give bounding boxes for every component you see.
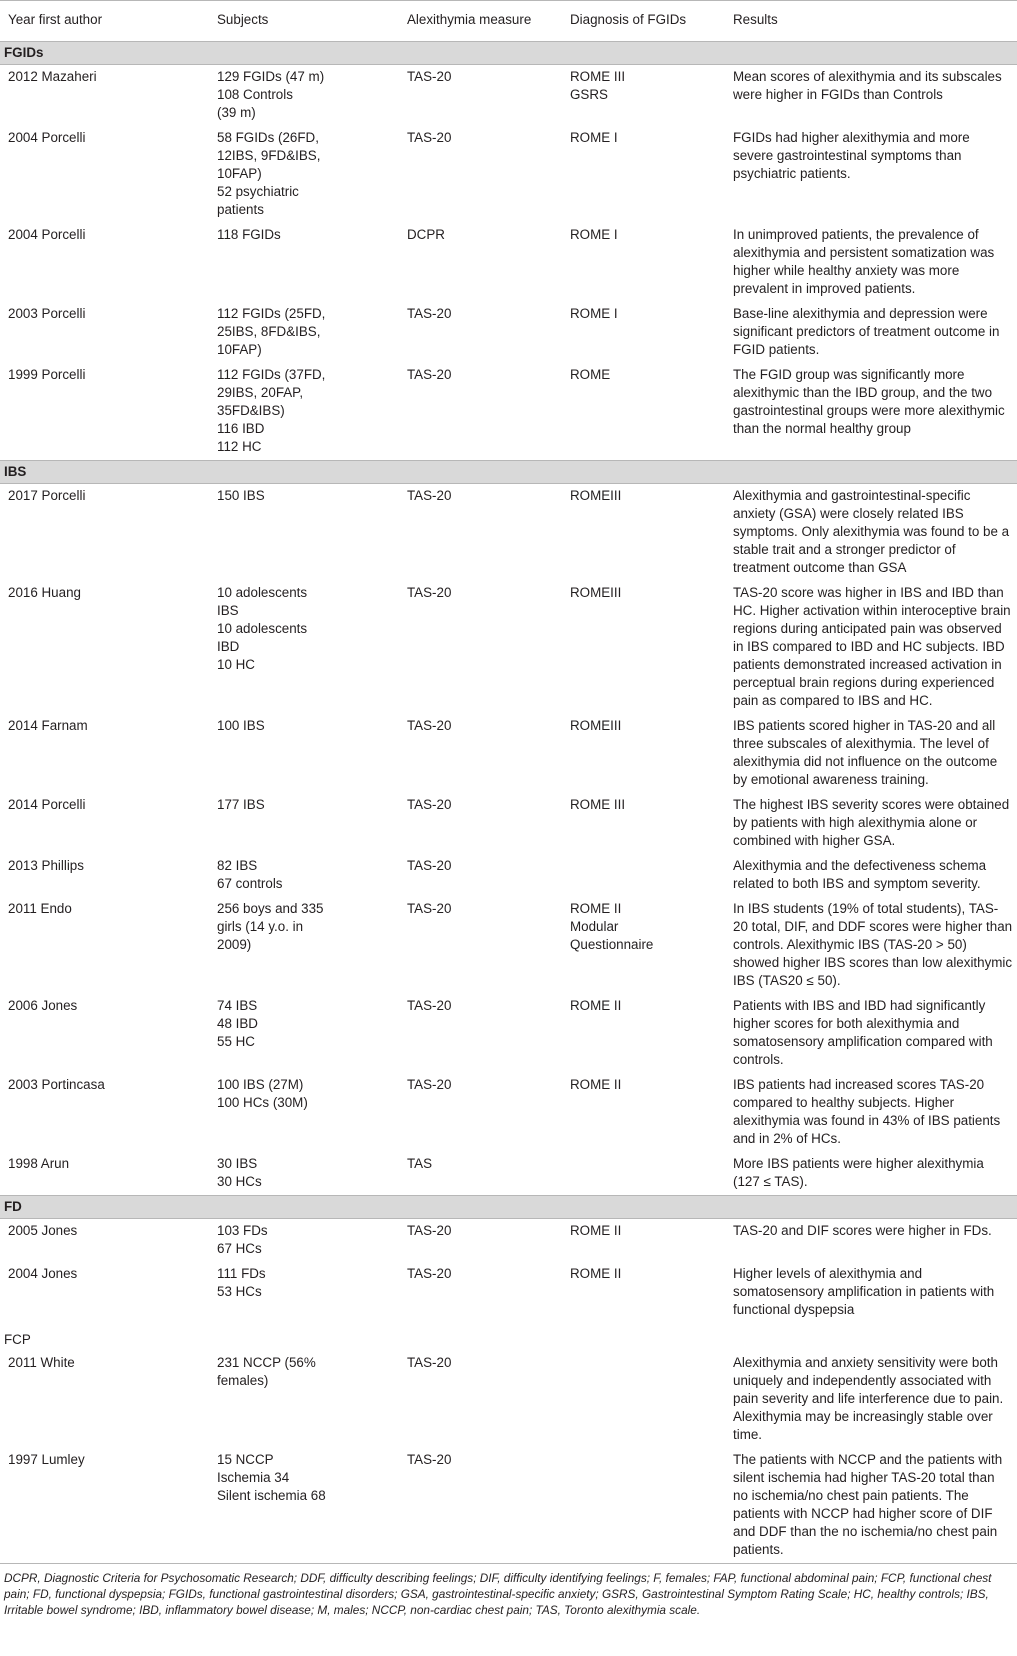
- cell-measure: TAS: [407, 1156, 433, 1171]
- cell-results: The FGID group was significantly more alexithymic than the IBD group, and the two gastrointestinal groups were more alexithymic than the normal healthy group: [733, 367, 1005, 436]
- cell-measure: TAS-20: [407, 367, 452, 382]
- cell-results: Alexithymia and anxiety sensitivity were both uniquely and independently associated with pain severity and life interference due to pain. Alexithymia may be increasingly stable over time.: [733, 1355, 1004, 1442]
- section-title: FD: [0, 1196, 1017, 1219]
- table-row: [0, 854, 1017, 897]
- table-row: [0, 65, 1017, 127]
- cell-measure: TAS-20: [407, 797, 452, 812]
- cell-author: 2014 Farnam: [8, 718, 88, 733]
- section-row: [0, 42, 1017, 65]
- cell-diagnosis: ROME I: [570, 306, 618, 321]
- cell-results: TAS-20 and DIF scores were higher in FDs.: [733, 1223, 992, 1238]
- cell-author: 2011 Endo: [8, 901, 72, 916]
- header-subjects: Subjects: [209, 1, 399, 42]
- cell-results: Higher levels of alexithymia and somatosensory amplification in patients with functional dyspepsia: [733, 1266, 995, 1317]
- cell-diagnosis: [562, 1152, 725, 1196]
- cell-diagnosis: ROME III GSRS: [570, 69, 626, 102]
- cell-diagnosis: ROME II: [570, 1223, 622, 1238]
- cell-measure: TAS-20: [407, 1266, 452, 1281]
- cell-results: Alexithymia and gastrointestinal-specific anxiety (GSA) were closely related IBS symptoms. Only alexithymia was found to be a stable trait and a stronger predictor of treatment outcome than GSA: [733, 488, 1010, 575]
- table-row: [0, 994, 1017, 1073]
- cell-author: 2004 Jones: [8, 1266, 78, 1281]
- table-row: [0, 714, 1017, 793]
- cell-author: 2005 Jones: [8, 1223, 78, 1238]
- section-title: IBS: [0, 461, 1017, 484]
- table-row: [0, 302, 1017, 363]
- cell-diagnosis: [562, 854, 725, 897]
- table-row: [0, 1262, 1017, 1323]
- header-author: Year first author: [0, 1, 209, 42]
- cell-measure: TAS-20: [407, 585, 452, 600]
- footnote: DCPR, Diagnostic Criteria for Psychosomatic Research; DDF, difficulty describing feelings; DIF, difficulty identifying feelings; F, females; FAP, functional abdominal pain; FCP, functional chest pain; FD, functional dyspepsia; FGIDs, functional gastrointestinal disorders; GSA, gastrointestinal-specific anxiety; GSRS, Gastrointestinal Symptom Rating Scale; HC, healthy controls; IBS, Irritable bowel syndrome; IBD, inflammatory bowel disease; M, males; NCCP, non-cardiac chest pain; TAS, Toronto alexithymia scale.: [0, 1564, 1017, 1623]
- cell-results: Mean scores of alexithymia and its subscales were higher in FGIDs than Controls: [733, 69, 1002, 102]
- cell-measure: TAS-20: [407, 69, 452, 84]
- table-row: [0, 1152, 1017, 1196]
- cell-subjects: 150 IBS: [217, 488, 265, 503]
- cell-diagnosis: ROME II: [570, 1266, 622, 1281]
- cell-author: 2003 Porcelli: [8, 306, 86, 321]
- table-header: [0, 1, 1017, 42]
- cell-results: In unimproved patients, the prevalence of alexithymia and persistent somatization was higher while healthy anxiety was more prevalent in improved patients.: [733, 227, 995, 296]
- table-row: [0, 897, 1017, 994]
- header-results: Results: [725, 1, 1017, 42]
- cell-subjects: 74 IBS 48 IBD 55 HC: [217, 998, 258, 1049]
- cell-diagnosis: ROMEIII: [570, 585, 622, 600]
- cell-diagnosis: ROME I: [570, 227, 618, 242]
- cell-diagnosis: ROME II Modular Questionnaire: [570, 901, 654, 952]
- cell-subjects: 118 FGIDs: [217, 227, 281, 242]
- cell-measure: TAS-20: [407, 901, 452, 916]
- cell-results: IBS patients scored higher in TAS-20 and all three subscales of alexithymia. The level of alexithymia did not influence on the outcome by emotional awareness training.: [733, 718, 998, 787]
- cell-results: TAS-20 score was higher in IBS and IBD than HC. Higher activation within interoceptive brain regions during anticipated pain was observed in IBS compared to IBD and HC subjects. IBD patients demonstrated increased activation in perceptual brain regions during experienced pain as compared to IBS and HC.: [733, 585, 1011, 708]
- cell-author: 2014 Porcelli: [8, 797, 86, 812]
- cell-subjects: 58 FGIDs (26FD, 12IBS, 9FD&IBS, 10FAP) 52 psychiatric patients: [217, 130, 321, 217]
- header-diagnosis: Diagnosis of FGIDs: [562, 1, 725, 42]
- cell-diagnosis: [562, 1448, 725, 1564]
- cell-measure: TAS-20: [407, 718, 452, 733]
- cell-author: 2017 Porcelli: [8, 488, 86, 503]
- table-row: [0, 223, 1017, 302]
- cell-measure: TAS-20: [407, 488, 452, 503]
- cell-subjects: 112 FGIDs (25FD, 25IBS, 8FD&IBS, 10FAP): [217, 306, 326, 357]
- cell-author: 2006 Jones: [8, 998, 78, 1013]
- cell-author: 1998 Arun: [8, 1156, 70, 1171]
- header-row: [0, 1, 1017, 42]
- cell-author: 2012 Mazaheri: [8, 69, 97, 84]
- cell-subjects: 111 FDs 53 HCs: [217, 1266, 266, 1299]
- footnote-row: [0, 1564, 1017, 1623]
- cell-author: 2004 Porcelli: [8, 130, 86, 145]
- cell-measure: TAS-20: [407, 1355, 452, 1370]
- cell-results: Patients with IBS and IBD had significantly higher scores for both alexithymia and somatosensory amplification compared with controls.: [733, 998, 993, 1067]
- cell-author: 2016 Huang: [8, 585, 81, 600]
- cell-author: 2011 White: [8, 1355, 75, 1370]
- cell-measure: TAS-20: [407, 998, 452, 1013]
- section-row: [0, 461, 1017, 484]
- cell-results: The patients with NCCP and the patients with silent ischemia had higher TAS-20 total than no ischemia/no chest pain patients. The patients with NCCP had higher score of DIF and DDF than the no ischemia/no chest pain patients.: [733, 1452, 1003, 1557]
- cell-subjects: 10 adolescents IBS 10 adolescents IBD 10 HC: [217, 585, 308, 672]
- cell-diagnosis: ROMEIII: [570, 488, 622, 503]
- cell-diagnosis: ROME II: [570, 998, 622, 1013]
- table-footer: [0, 1564, 1017, 1623]
- table-row: [0, 1448, 1017, 1564]
- table-row: [0, 793, 1017, 854]
- cell-subjects: 129 FGIDs (47 m) 108 Controls (39 m): [217, 69, 325, 120]
- section-title: FGIDs: [0, 42, 1017, 65]
- cell-subjects: 82 IBS 67 controls: [217, 858, 283, 891]
- cell-subjects: 15 NCCP Ischemia 34 Silent ischemia 68: [217, 1452, 326, 1503]
- table-row: [0, 581, 1017, 714]
- cell-results: FGIDs had higher alexithymia and more severe gastrointestinal symptoms than psychiatric patients.: [733, 130, 970, 181]
- cell-diagnosis: ROME III: [570, 797, 626, 812]
- cell-diagnosis: ROMEIII: [570, 718, 622, 733]
- cell-measure: TAS-20: [407, 1077, 452, 1092]
- table-row: [0, 1073, 1017, 1152]
- table-row: [0, 363, 1017, 461]
- cell-subjects: 103 FDs 67 HCs: [217, 1223, 268, 1256]
- cell-results: In IBS students (19% of total students), TAS-20 total, DIF, and DDF scores were higher than controls. Alexithymic IBS (TAS-20 > 50) showed higher IBS scores than low alexithymic IBS (TAS20 ≤ 50).: [733, 901, 1013, 988]
- cell-subjects: 256 boys and 335 girls (14 y.o. in 2009): [217, 901, 324, 952]
- cell-results: More IBS patients were higher alexithymia (127 ≤ TAS).: [733, 1156, 984, 1189]
- cell-measure: TAS-20: [407, 306, 452, 321]
- cell-results: Alexithymia and the defectiveness schema related to both IBS and symptom severity.: [733, 858, 987, 891]
- cell-author: 2004 Porcelli: [8, 227, 86, 242]
- cell-results: The highest IBS severity scores were obtained by patients with high alexithymia alone or combined with higher GSA.: [733, 797, 1010, 848]
- cell-subjects: 100 IBS (27M) 100 HCs (30M): [217, 1077, 308, 1110]
- cell-results: IBS patients had increased scores TAS-20 compared to healthy subjects. Higher alexithymia was found in 43% of IBS patients and in 2% of HCs.: [733, 1077, 1001, 1146]
- table-body: [0, 42, 1017, 1564]
- cell-author: 1997 Lumley: [8, 1452, 85, 1467]
- cell-author: 2003 Portincasa: [8, 1077, 105, 1092]
- section-row: [0, 1196, 1017, 1219]
- cell-subjects: 177 IBS: [217, 797, 265, 812]
- cell-subjects: 231 NCCP (56% females): [217, 1355, 316, 1388]
- cell-author: 2013 Phillips: [8, 858, 84, 873]
- cell-subjects: 100 IBS: [217, 718, 265, 733]
- cell-diagnosis: ROME: [570, 367, 611, 382]
- section-row: [0, 1323, 1017, 1351]
- cell-diagnosis: [562, 1351, 725, 1448]
- cell-measure: TAS-20: [407, 1223, 452, 1238]
- cell-results: Base-line alexithymia and depression were significant predictors of treatment outcome in FGID patients.: [733, 306, 1000, 357]
- cell-diagnosis: ROME II: [570, 1077, 622, 1092]
- cell-subjects: 30 IBS 30 HCs: [217, 1156, 262, 1189]
- table-row: [0, 484, 1017, 582]
- table-row: [0, 1219, 1017, 1263]
- header-measure: Alexithymia measure: [399, 1, 562, 42]
- cell-measure: TAS-20: [407, 130, 452, 145]
- cell-diagnosis: ROME I: [570, 130, 618, 145]
- cell-author: 1999 Porcelli: [8, 367, 86, 382]
- cell-measure: TAS-20: [407, 1452, 452, 1467]
- section-title: FCP: [4, 1332, 31, 1347]
- table-row: [0, 126, 1017, 223]
- table-row: [0, 1351, 1017, 1448]
- cell-subjects: 112 FGIDs (37FD, 29IBS, 20FAP, 35FD&IBS) 116 IBD 112 HC: [217, 367, 326, 454]
- cell-measure: TAS-20: [407, 858, 452, 873]
- cell-measure: DCPR: [407, 227, 445, 242]
